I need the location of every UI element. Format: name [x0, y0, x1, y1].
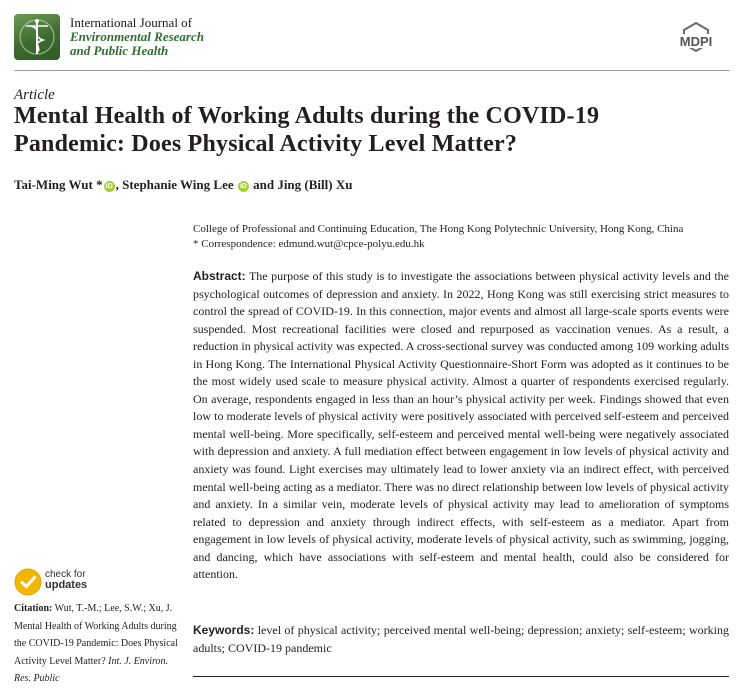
- author-name[interactable]: and Jing (Bill) Xu: [249, 177, 353, 192]
- abstract-text: The purpose of this study is to investigate the associations between physical activity levels and the psychological outcomes of depression and anxiety. In 2022, Hong Kong was still exercising strict measures to control the spread of COVID-19. In this connection, major events and almost all large-scale sports events were suspended. Most recreational facilities were closed and repurposed as vaccination venues. As a result, a reduction in physical activity was expected. A cross-sectional survey was conducted among 109 working adults in Hong Kong. The International Physical Activity Questionnaire-Short Form was adopted as it continues to be the most widely used scale to measure physical activity. Almost a quarter of respondents exercised regularly. On average, respondents engaged in less than an hour’s physical activity per week. Findings showed that even low to moderate levels of physical activity were positively associated with perceived self-esteem and perceived mental well-being. More specifically, self-esteem and perceived mental well-being were negatively associated with depression and anxiety. A full mediation effect between engagement in low levels of physical activity and anxiety was found. Light exercises may ultimately lead to lower anxiety via an indirect effect, with perceived mental well-being acting as a mediator. There was no direct relationship between low levels of physical activity and anxiety. In a similar vein, moderate levels of physical activity may lead to amelioration of symptoms related to depression and anxiety through indirect effects, with self-esteem as a mediator. Apart from engagement in low levels of physical activity, moderate levels of physical activity, such as swimming, jogging, and dancing, which have associations with self-esteem and mental health, could also be considered for attention.: [193, 269, 729, 582]
- journal-name-line1: International Journal of: [70, 15, 193, 30]
- check-updates-label: [45, 569, 87, 591]
- keywords-text: level of physical activity; perceived mental well-being; depression; anxiety; self-esteem; working adults; COVID-19 pandemic: [193, 623, 729, 655]
- author-name[interactable]: , Stephanie Wing Lee: [115, 177, 234, 192]
- mdpi-hexagon-icon: [664, 22, 728, 54]
- article-title: Mental Health of Working Adults during the COVID-19 Pandemic: Does Physical Activity Level Matter?: [14, 103, 600, 157]
- article-type: Article: [14, 87, 55, 103]
- check-updates-line1: check for: [45, 569, 86, 580]
- header-divider: [14, 70, 730, 71]
- abstract-label: Abstract:: [193, 269, 246, 283]
- journal-logo: [14, 14, 60, 60]
- citation-label: Citation:: [14, 603, 53, 614]
- abstract: [193, 268, 729, 584]
- mdpi-logo-text: MDPI: [679, 34, 713, 49]
- affiliations: [193, 222, 683, 252]
- journal-name-line3: and Public Health: [70, 43, 169, 58]
- check-updates-icon: [14, 568, 42, 596]
- footer-divider: [193, 676, 729, 677]
- citation-text: Wut, T.-M.; Lee, S.W.; Xu, J. Mental Health of Working Adults during the COVID-19 Pandemic: Does Physical Activity Level Matter?: [14, 603, 178, 667]
- journal-name-line2: Environmental Research: [70, 29, 204, 44]
- check-updates-line2: updates: [45, 579, 88, 591]
- check-for-updates-badge[interactable]: [14, 566, 124, 598]
- caduceus-icon: [14, 14, 60, 60]
- correspondence: * Correspondence: edmund.wut@cpce-polyu.edu.hk: [193, 238, 425, 250]
- keywords: [193, 622, 729, 657]
- keywords-label: Keywords:: [193, 623, 255, 637]
- orcid-icon[interactable]: iD: [239, 183, 247, 190]
- affiliation: College of Professional and Continuing Education, The Hong Kong Polytechnic University, Hong Kong, China: [193, 223, 684, 235]
- journal-name: [70, 16, 204, 58]
- citation-block: [14, 600, 179, 688]
- mdpi-logo: [664, 22, 728, 54]
- author-list: [14, 177, 352, 193]
- citation-journal: Int. J. Environ. Res. Public: [14, 655, 169, 684]
- author-name[interactable]: Tai-Ming Wut *: [14, 177, 103, 192]
- orcid-icon[interactable]: iD: [105, 183, 113, 190]
